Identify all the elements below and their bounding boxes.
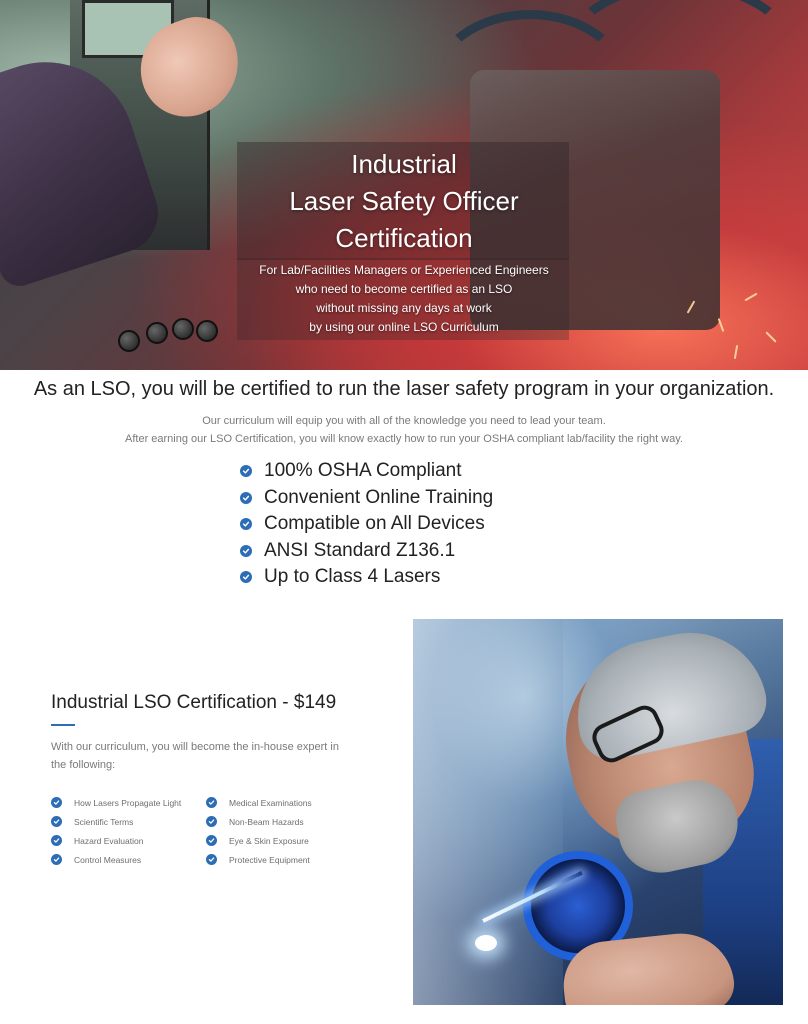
hero-spark bbox=[718, 318, 725, 332]
hero-knob bbox=[146, 322, 168, 344]
hero-title-line: Industrial bbox=[351, 149, 457, 179]
feature-label: ANSI Standard Z136.1 bbox=[264, 539, 456, 561]
topic-item bbox=[206, 831, 312, 850]
topic-item bbox=[51, 850, 181, 869]
check-circle-icon bbox=[206, 797, 217, 808]
feature-label: Up to Class 4 Lasers bbox=[264, 566, 441, 588]
hero-title-line: Laser Safety Officer bbox=[289, 186, 519, 216]
hero-spark bbox=[744, 293, 757, 302]
intro-text-line: Our curriculum will equip you with all of the knowledge you need to lead your team. bbox=[202, 415, 606, 427]
check-circle-icon bbox=[240, 492, 252, 504]
check-circle-icon bbox=[206, 854, 217, 865]
topic-item bbox=[206, 812, 312, 831]
topic-item bbox=[51, 831, 181, 850]
topic-list-right bbox=[206, 793, 312, 869]
topic-label: Hazard Evaluation bbox=[74, 835, 144, 846]
topic-label: How Lasers Propagate Light bbox=[74, 797, 182, 808]
hero-subtitle-line: For Lab/Facilities Managers or Experienced Engineers bbox=[259, 263, 549, 277]
topic-label: Eye & Skin Exposure bbox=[229, 835, 309, 846]
feature-item bbox=[240, 511, 493, 538]
topic-label: Non-Beam Hazards bbox=[229, 816, 304, 827]
photo-laser-flare bbox=[475, 935, 497, 951]
check-circle-icon bbox=[51, 797, 62, 808]
topic-label: Medical Examinations bbox=[229, 797, 312, 808]
intro-text bbox=[0, 412, 808, 448]
hero-title-line: Certification bbox=[335, 223, 473, 253]
hero-spark bbox=[765, 331, 776, 342]
feature-label: Compatible on All Devices bbox=[264, 513, 485, 535]
hero-subtitle-line: by using our online LSO Curriculum bbox=[309, 320, 499, 334]
certification-title: Industrial LSO Certification - $149 bbox=[51, 692, 337, 713]
topic-item bbox=[51, 793, 181, 812]
check-circle-icon bbox=[240, 465, 252, 477]
check-circle-icon bbox=[51, 835, 62, 846]
hero-subtitle bbox=[200, 261, 608, 337]
topic-item bbox=[206, 793, 312, 812]
feature-item bbox=[240, 458, 493, 485]
hero-subtitle-line: without missing any days at work bbox=[316, 301, 492, 315]
intro-heading: As an LSO, you will be certified to run the laser safety program in your organization. bbox=[33, 378, 775, 400]
hero-hose bbox=[430, 10, 630, 160]
certification-description: With our curriculum, you will become the in-house expert in the following: bbox=[51, 741, 339, 771]
check-circle-icon bbox=[51, 816, 62, 827]
intro-text-line: After earning our LSO Certification, you will know exactly how to run your OSHA compliant lab/facility the right way. bbox=[125, 433, 683, 445]
feature-label: 100% OSHA Compliant bbox=[264, 460, 462, 482]
check-circle-icon bbox=[206, 835, 217, 846]
hero-knob bbox=[118, 330, 140, 352]
topic-label: Protective Equipment bbox=[229, 854, 310, 865]
topic-item bbox=[206, 850, 312, 869]
check-circle-icon bbox=[240, 545, 252, 557]
feature-item bbox=[240, 564, 493, 591]
feature-label: Convenient Online Training bbox=[264, 486, 494, 508]
topic-label: Scientific Terms bbox=[74, 816, 134, 827]
hero-spark bbox=[734, 345, 738, 359]
title-divider bbox=[51, 724, 75, 726]
feature-item bbox=[240, 485, 493, 512]
hero-banner bbox=[0, 0, 808, 370]
topic-label: Control Measures bbox=[74, 854, 142, 865]
topic-item bbox=[51, 812, 181, 831]
topic-list-left bbox=[51, 793, 181, 869]
feature-list bbox=[240, 458, 493, 591]
feature-item bbox=[240, 538, 493, 565]
hero-subtitle-line: who need to become certified as an LSO bbox=[295, 282, 513, 296]
engineer-laser-photo bbox=[413, 619, 783, 1005]
check-circle-icon bbox=[240, 571, 252, 583]
check-circle-icon bbox=[206, 816, 217, 827]
check-circle-icon bbox=[51, 854, 62, 865]
check-circle-icon bbox=[240, 518, 252, 530]
hero-title bbox=[200, 146, 608, 257]
hero-knob bbox=[172, 318, 194, 340]
